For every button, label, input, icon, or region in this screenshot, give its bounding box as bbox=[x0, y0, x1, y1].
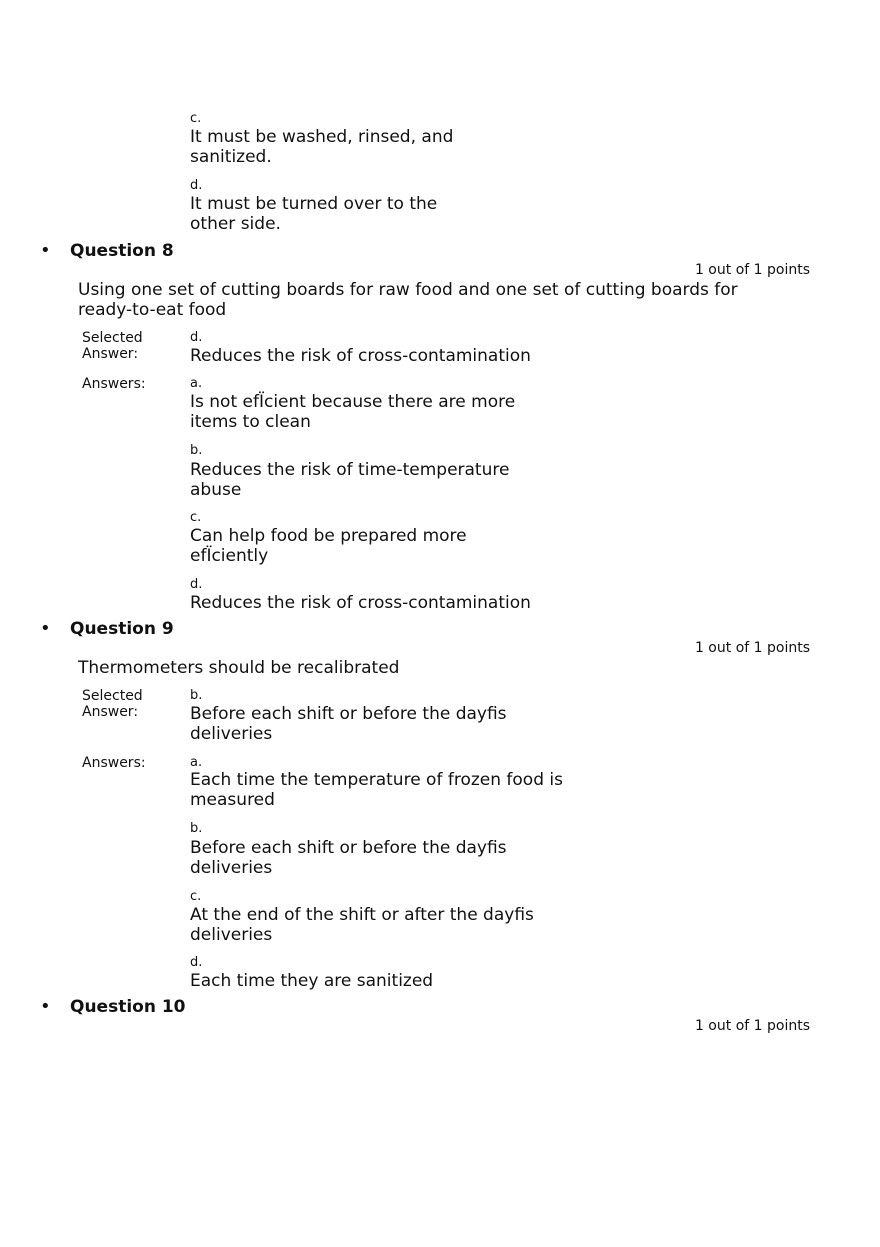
question-title: Question 10 bbox=[70, 997, 186, 1017]
question-title: Question 8 bbox=[70, 241, 174, 261]
option-letter: d. bbox=[190, 178, 203, 193]
bullet: • bbox=[40, 996, 51, 1017]
selected-text: Reduces the risk of cross-contamination bbox=[190, 346, 531, 366]
answers-label: Answers: bbox=[82, 376, 146, 392]
option-text: It must be washed, rinsed, and sanitized. bbox=[190, 127, 454, 167]
selected-letter: d. bbox=[190, 330, 203, 345]
question-title: Question 9 bbox=[70, 619, 174, 639]
answer-letter: a. bbox=[190, 376, 203, 391]
option-letter: c. bbox=[190, 111, 202, 126]
answer-letter: c. bbox=[190, 510, 202, 525]
points-badge: 1 out of 1 points bbox=[694, 262, 810, 278]
selected-answer-label: Selected Answer: bbox=[82, 688, 143, 720]
question-text: Thermometers should be recalibrated bbox=[78, 658, 400, 678]
selected-text: Before each shift or before the dayfis deliveries bbox=[190, 704, 507, 744]
bullet: • bbox=[40, 618, 51, 639]
option-text: It must be turned over to the other side. bbox=[190, 194, 438, 234]
answer-letter: a. bbox=[190, 755, 203, 770]
answer-letter: b. bbox=[190, 821, 203, 836]
answer-text: Reduces the risk of time-temperature abuse bbox=[190, 460, 510, 500]
answer-text: At the end of the shift or after the dayfis deliveries bbox=[190, 905, 534, 945]
answer-text: Each time they are sanitized bbox=[190, 971, 434, 991]
answer-letter: d. bbox=[190, 955, 203, 970]
question-text: Using one set of cutting boards for raw food and one set of cutting boards for ready-to-eat food bbox=[78, 280, 738, 320]
answer-text: Reduces the risk of cross-contamination bbox=[190, 593, 531, 613]
answers-label: Answers: bbox=[82, 755, 146, 771]
bullet: • bbox=[40, 240, 51, 261]
answer-text: Before each shift or before the dayfis deliveries bbox=[190, 838, 507, 878]
answer-text: Each time the temperature of frozen food is measured bbox=[190, 770, 563, 810]
selected-answer-label: Selected Answer: bbox=[82, 330, 143, 362]
points-badge: 1 out of 1 points bbox=[694, 640, 810, 656]
answer-letter: b. bbox=[190, 443, 203, 458]
answer-text: Is not efÏcient because there are more items to clean bbox=[190, 392, 516, 432]
answer-letter: c. bbox=[190, 889, 202, 904]
answer-text: Can help food be prepared more efÏciently bbox=[190, 526, 467, 566]
answer-letter: d. bbox=[190, 577, 203, 592]
selected-letter: b. bbox=[190, 688, 203, 703]
points-badge: 1 out of 1 points bbox=[694, 1018, 810, 1034]
